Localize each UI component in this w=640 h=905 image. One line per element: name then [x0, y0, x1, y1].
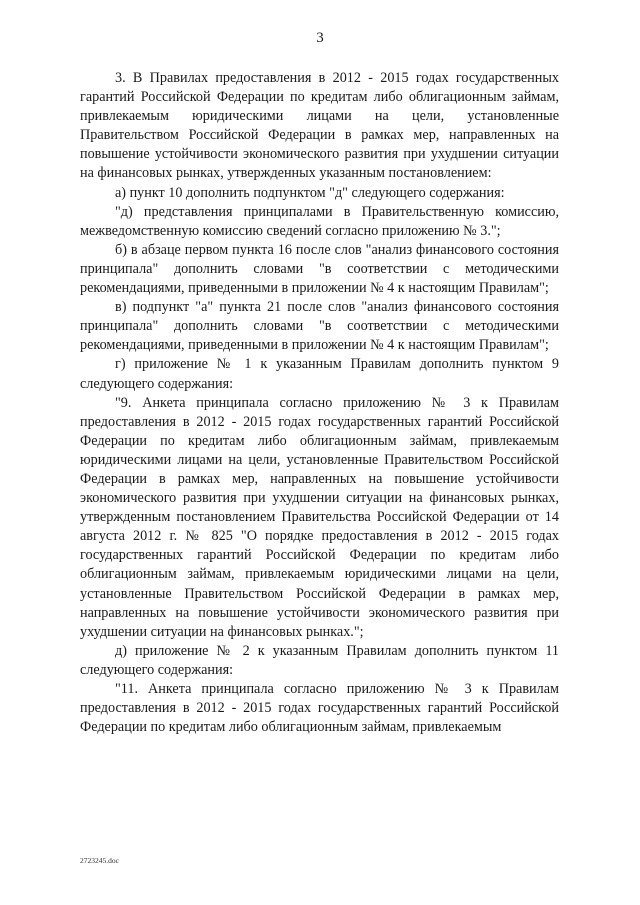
paragraph-item-b: б) в абзаце первом пункта 16 после слов "анализ финансового состояния принципала" дополнить словами "в соответствии с методическими рекомендациями, приведенными в приложении № 4 к настоящим Правилам"; [80, 241, 559, 297]
paragraph-item-a: а) пункт 10 дополнить подпунктом "д" следующего содержания: [115, 184, 505, 201]
paragraph-item-a-text: "д) представления принципалами в Правительственную комиссию, межведомственную комиссию сведений согласно приложению № 3."; [80, 203, 559, 239]
paragraph-item-g-text: "9. Анкета принципала согласно приложению № 3 к Правилам предоставления в 2012 - 2015 годах государственных гарантий Российской Федерации по кредитам либо облигационным займам, привлекаемым юридическими лицами на цели, установленные Правительством Российской Федерации в рамках мер, направленных на повышение устойчивости экономического развития при ухудшении ситуации на финансовых рынках, утвержденным постановлением Правительства Российской Федерации от 14 августа 2012 г. № 825 "О порядке предоставления в 2012 - 2015 годах государственных гарантий Российской Федерации по кредитам либо облигационным займам, привлекаемым юридическими лицами на цели, установленные Правительством Российской Федерации в рамках мер, направленных на повышение устойчивости экономического развития при ухудшении ситуации на финансовых рынках."; [80, 394, 559, 640]
page-number: 3 [316, 30, 324, 46]
paragraph-intro: 3. В Правилах предоставления в 2012 - 2015 годах государственных гарантий Российской Федерации по кредитам либо облигационным займам, привлекаемым юридическими лицами на цели, установленные Правительством Российской Федерации в рамках мер, направленных на повышение устойчивости экономического развития при ухудшении ситуации на финансовых рынках, утвержденных указанным постановлением: [80, 70, 559, 182]
paragraph-item-d: д) приложение № 2 к указанным Правилам дополнить пунктом 11 следующего содержания: [80, 642, 559, 678]
document-file-code: 2723245.doc [80, 856, 119, 865]
paragraph-item-v: в) подпункт "а" пункта 21 после слов "анализ финансового состояния принципала" дополнить словами "в соответствии с методическими рекомендациями, приведенными в приложении № 4 к настоящим Правилам"; [80, 299, 559, 354]
paragraph-item-g: г) приложение № 1 к указанным Правилам дополнить пунктом 9 следующего содержания: [80, 356, 559, 392]
document-body [80, 69, 559, 737]
paragraph-item-d-text: "11. Анкета принципала согласно приложению № 3 к Правилам предоставления в 2012 - 2015 годах государственных гарантий Российской Федерации по кредитам либо облигационным займам, привлекаемым [80, 681, 559, 736]
